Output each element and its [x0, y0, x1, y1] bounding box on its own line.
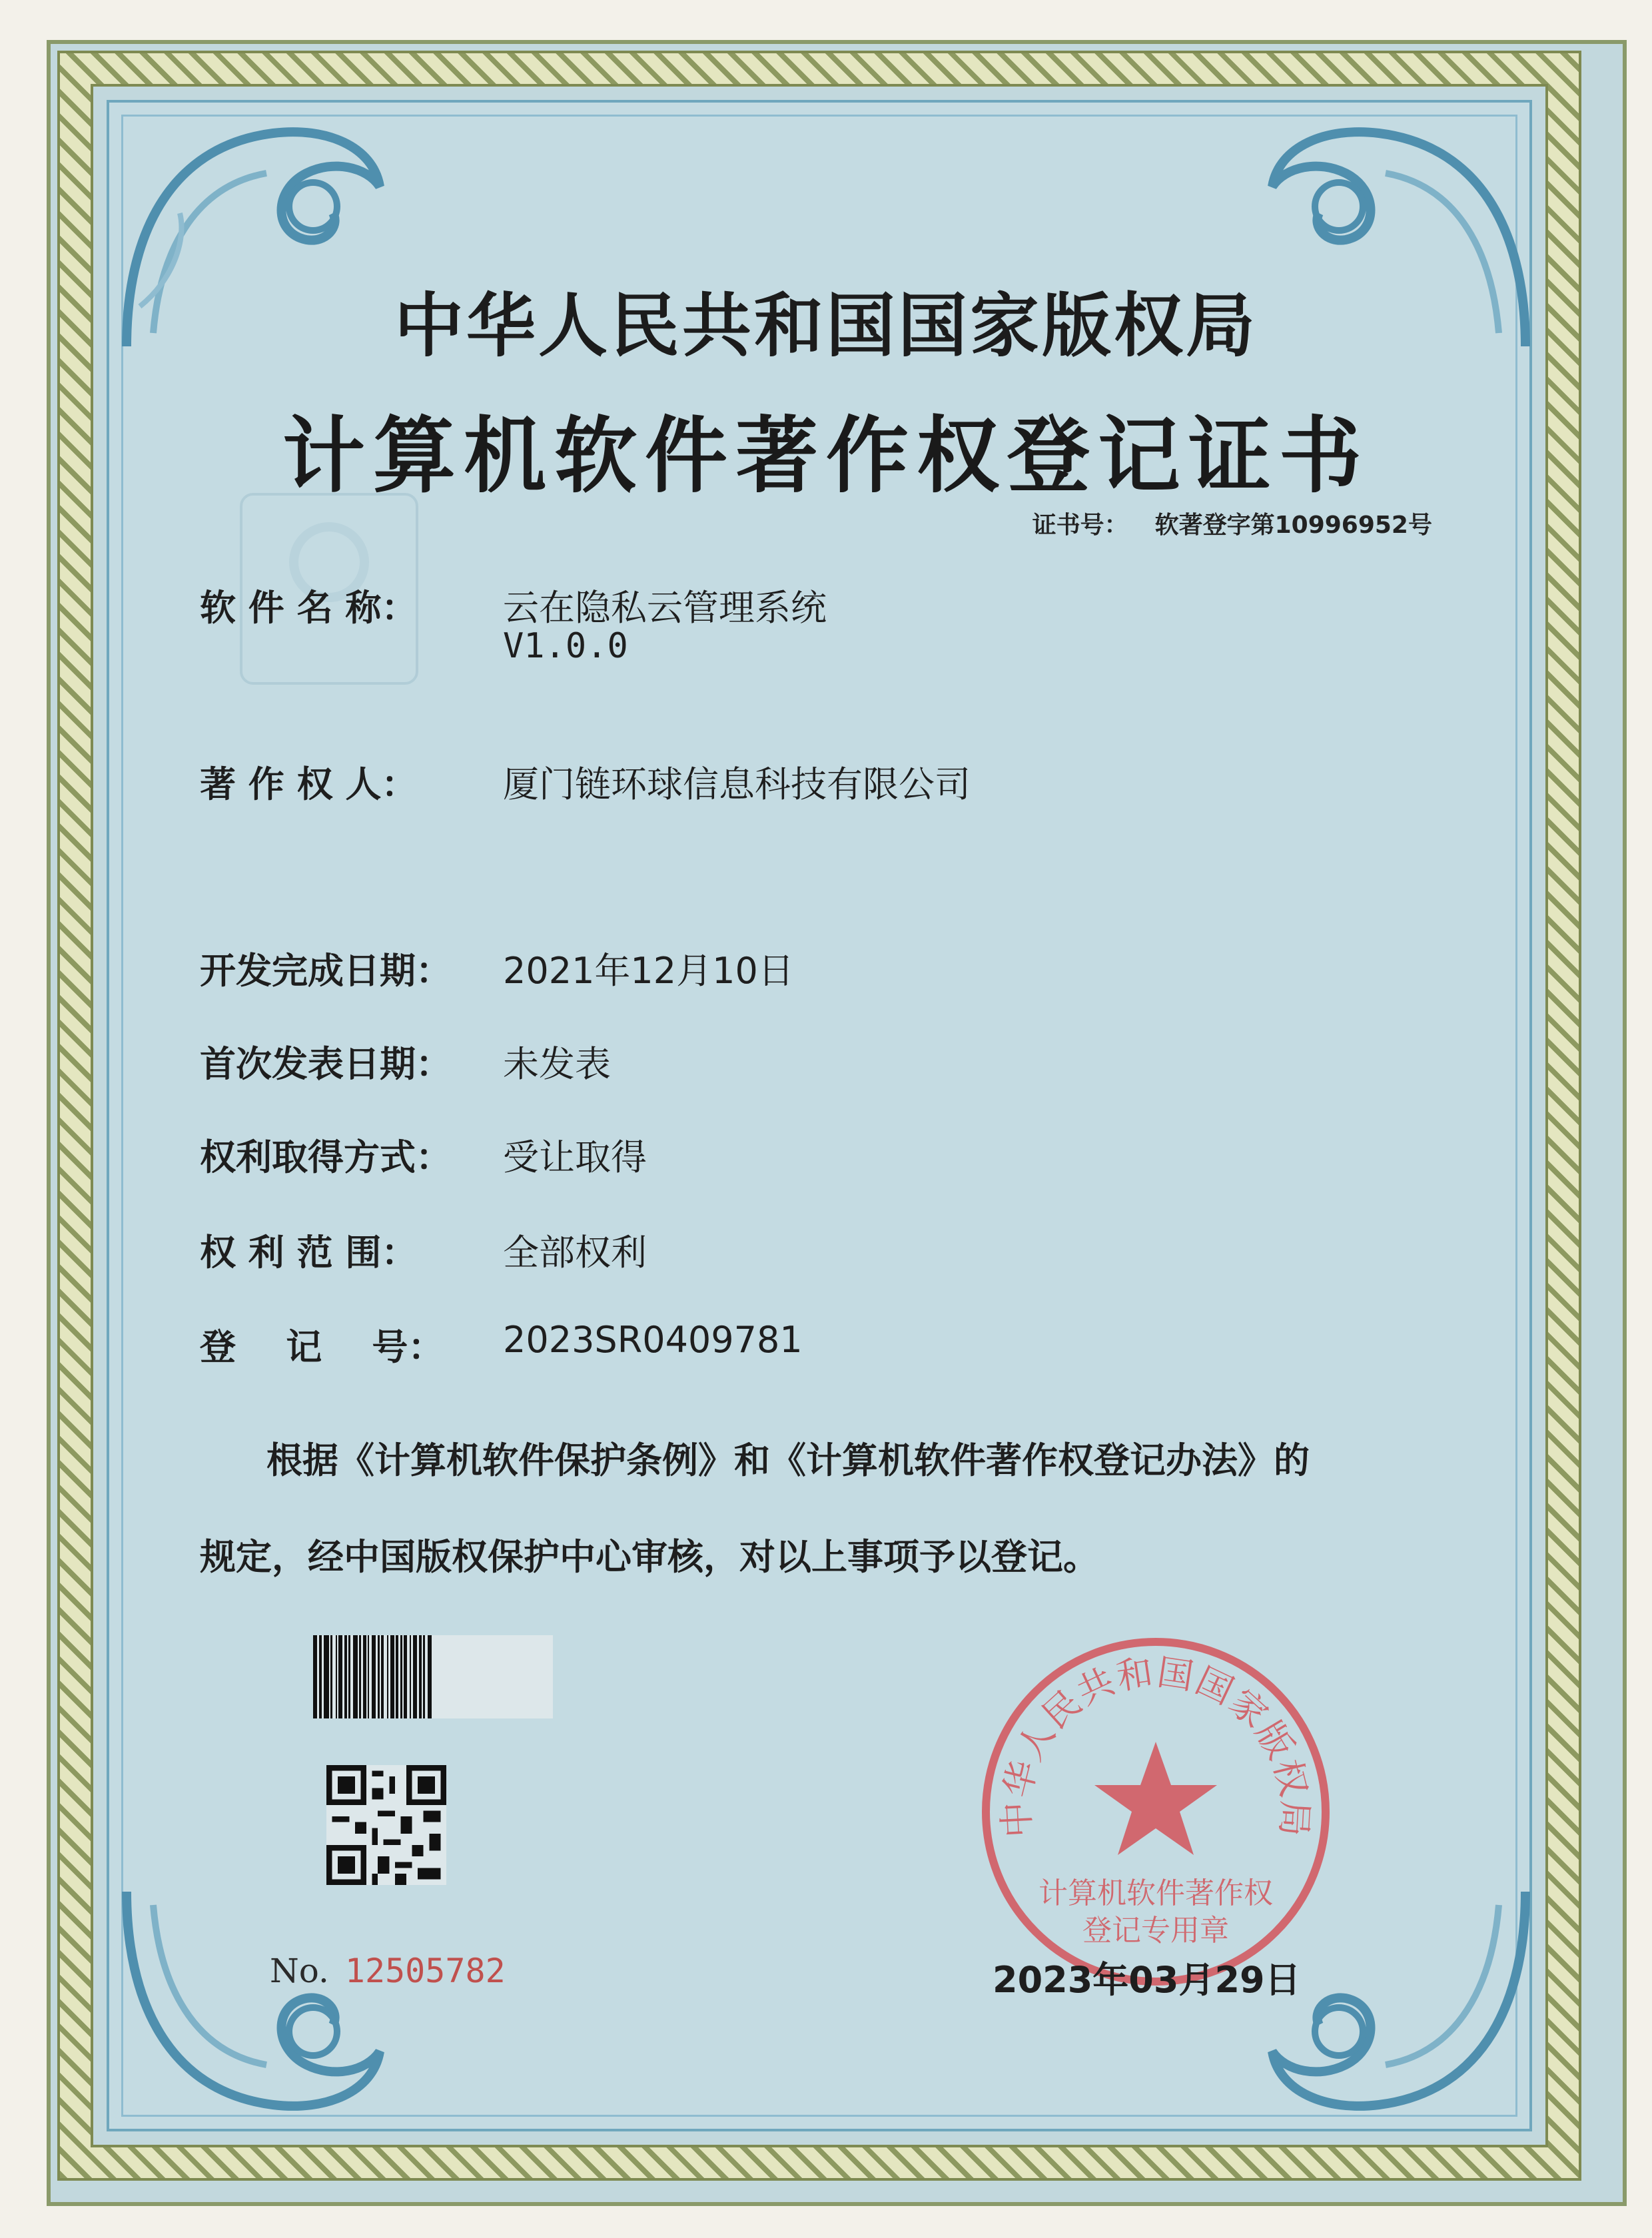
svg-text:中华人民共和国国家版权局: 中华人民共和国国家版权局 — [995, 1651, 1317, 1839]
qr-code-icon — [326, 1765, 446, 1885]
field-label: 开发完成日期： — [200, 950, 452, 992]
field-label: 软 件 名 称： — [200, 587, 418, 629]
software-version: V1.0.0 — [503, 626, 628, 666]
cert-no-value: 软著登字第10996952号 — [1154, 512, 1432, 539]
serial-value: 12505782 — [344, 1952, 506, 1990]
field-label: 首次发表日期： — [200, 1043, 452, 1085]
certificate-number — [1032, 506, 1432, 540]
issuer-title: 中华人民共和国国家版权局 — [394, 285, 1258, 366]
field-software-name — [200, 579, 827, 631]
serial-number — [270, 1952, 506, 1990]
field-acquisition — [200, 1129, 647, 1180]
field-label: 登 记 号： — [200, 1326, 444, 1368]
statement-line-2: 规定，经中国版权保护中心审核，对以上事项予以登记。 — [200, 1536, 1099, 1578]
field-scope — [200, 1224, 647, 1276]
field-value: 2023SR0409781 — [503, 1319, 803, 1361]
svg-text:计算机软件著作权: 计算机软件著作权 — [1038, 1876, 1273, 1910]
field-dev-date — [200, 942, 794, 994]
serial-label: No. — [270, 1952, 329, 1990]
official-seal-icon — [973, 1629, 1339, 1995]
field-value: 全部权利 — [503, 1232, 647, 1274]
barcode-icon — [313, 1635, 553, 1718]
field-value: 厦门链环球信息科技有限公司 — [503, 763, 971, 805]
field-value: 未发表 — [503, 1043, 611, 1085]
field-value: 2021年12月10日 — [503, 950, 794, 992]
field-pub-date — [200, 1036, 611, 1087]
field-registration-no — [200, 1319, 803, 1370]
issue-date: 2023年03月29日 — [993, 1959, 1301, 2001]
field-label: 权利取得方式： — [200, 1136, 452, 1178]
field-value: 受让取得 — [503, 1136, 647, 1178]
field-value: 云在隐私云管理系统 — [503, 587, 827, 629]
field-label: 著 作 权 人： — [200, 763, 418, 805]
certificate-title: 计算机软件著作权登记证书 — [282, 408, 1370, 504]
cert-no-label: 证书号： — [1032, 512, 1128, 539]
field-label: 权 利 范 围： — [200, 1232, 418, 1274]
field-owner — [200, 756, 971, 807]
ornament-corner-icon — [113, 1878, 393, 2131]
statement-line-1: 根据《计算机软件保护条例》和《计算机软件著作权登记办法》的 — [266, 1439, 1310, 1481]
svg-text:登记专用章: 登记专用章 — [1082, 1914, 1229, 1948]
